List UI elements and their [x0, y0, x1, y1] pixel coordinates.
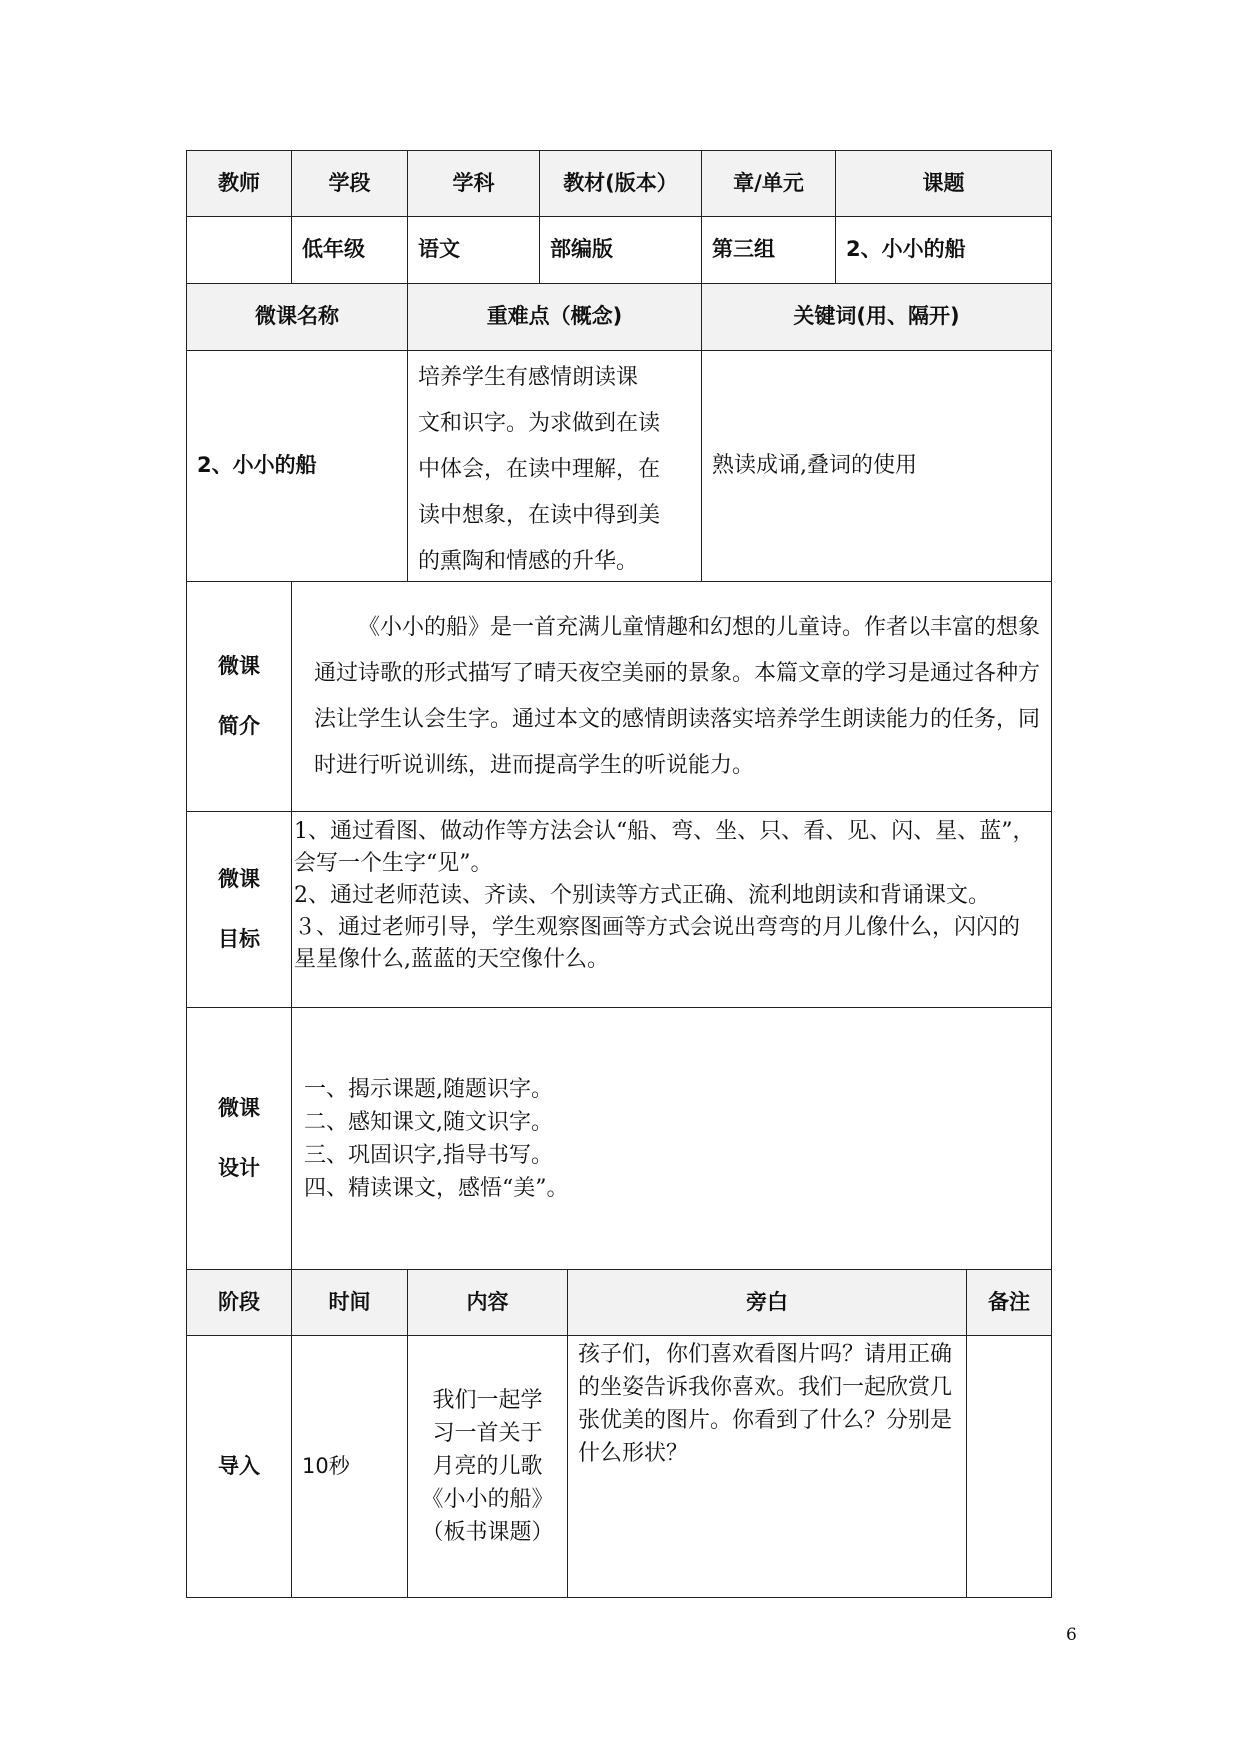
goal-line: 1、通过看图、做动作等方法会认“船、弯、坐、只、看、见、闪、星、蓝”，会写一个生字“见”。	[294, 819, 1035, 876]
header-phase: 阶段	[186, 1269, 292, 1336]
course-name: 2、小小的船	[186, 350, 408, 582]
row-content-cell	[407, 1335, 568, 1598]
goals-label-cell	[186, 811, 292, 1008]
row-time: 10秒	[291, 1335, 408, 1598]
design-line: 二、感知课文,随文识字。	[304, 1109, 553, 1135]
key-line: 读中想象，在读中得到美	[418, 503, 661, 528]
header-content: 内容	[407, 1269, 568, 1336]
design-label-line: 微课	[218, 1096, 260, 1121]
info-topic: 2、小小的船	[835, 216, 1052, 284]
intro-text: 《小小的船》是一首充满儿童情趣和幻想的儿童诗。作者以丰富的想象通过诗歌的形式描写了晴天夜空美丽的景象。本篇文章的学习是通过各种方法让学生认会生字。通过本文的感情朗读落实培养学生朗读能力的任务，同时进行听说训练，进而提高学生的听说能力。	[314, 614, 1041, 778]
key-line: 中体会，在读中理解，在	[418, 457, 661, 482]
header-keywords: 关键词(用、隔开)	[701, 283, 1052, 351]
intro-label-line: 微课	[218, 654, 260, 679]
info-unit: 第三组	[701, 216, 836, 284]
content-line: 我们一起学	[432, 1388, 543, 1413]
header-unit: 章/单元	[701, 150, 836, 217]
header-topic: 课题	[835, 150, 1052, 217]
key-line: 培养学生有感情朗读课	[418, 365, 639, 390]
header-stage: 学段	[291, 150, 408, 217]
row-note	[966, 1335, 1052, 1598]
info-stage: 低年级	[291, 216, 408, 284]
intro-label-cell	[186, 581, 292, 812]
header-note: 备注	[966, 1269, 1052, 1336]
page-number: 6	[1066, 1625, 1077, 1645]
header-narration: 旁白	[567, 1269, 967, 1336]
content-line: （板书课题）	[421, 1520, 554, 1545]
info-subject: 语文	[407, 216, 540, 284]
goals-label-line: 微课	[218, 867, 260, 892]
design-label-cell	[186, 1007, 292, 1270]
design-label-line: 设计	[218, 1155, 260, 1180]
goal-line: 2、通过老师范读、齐读、个别读等方式正确、流利地朗读和背诵课文。	[294, 883, 990, 908]
header-key-points: 重难点（概念)	[407, 283, 702, 351]
goals-label-line: 目标	[218, 926, 260, 951]
header-course-name: 微课名称	[186, 283, 408, 351]
intro-cell	[291, 581, 1052, 812]
content-line: 《小小的船》	[421, 1487, 554, 1512]
row-narration: 孩子们，你们喜欢看图片吗？请用正确的坐姿告诉我你喜欢。我们一起欣赏几张优美的图片。你看到了什么？分别是什么形状？	[567, 1335, 967, 1598]
design-line: 四、精读课文，感悟“美”。	[304, 1175, 569, 1201]
content-line: 习一首关于	[432, 1421, 543, 1446]
header-time: 时间	[291, 1269, 408, 1336]
header-teacher: 教师	[186, 150, 292, 217]
info-textbook: 部编版	[539, 216, 702, 284]
lesson-plan-table	[186, 150, 1052, 1598]
key-points-cell	[407, 350, 702, 582]
design-cell	[291, 1007, 1052, 1270]
keywords-value: 熟读成诵,叠词的使用	[701, 350, 1052, 582]
header-subject: 学科	[407, 150, 540, 217]
key-line: 文和识字。为求做到在读	[418, 411, 661, 436]
goals-cell	[291, 811, 1052, 1008]
design-line: 一、揭示课题,随题识字。	[304, 1076, 553, 1102]
info-teacher	[186, 216, 292, 284]
header-textbook: 教材(版本）	[539, 150, 702, 217]
intro-label-line: 简介	[218, 713, 260, 738]
design-line: 三、巩固识字,指导书写。	[304, 1142, 553, 1168]
row-stage: 导入	[186, 1335, 292, 1598]
goal-line: ３、通过老师引导，学生观察图画等方式会说出弯弯的月儿像什么，闪闪的星星像什么,蓝蓝的天空像什么。	[294, 915, 1021, 972]
key-line: 的熏陶和情感的升华。	[418, 549, 639, 574]
content-line: 月亮的儿歌	[432, 1454, 543, 1479]
